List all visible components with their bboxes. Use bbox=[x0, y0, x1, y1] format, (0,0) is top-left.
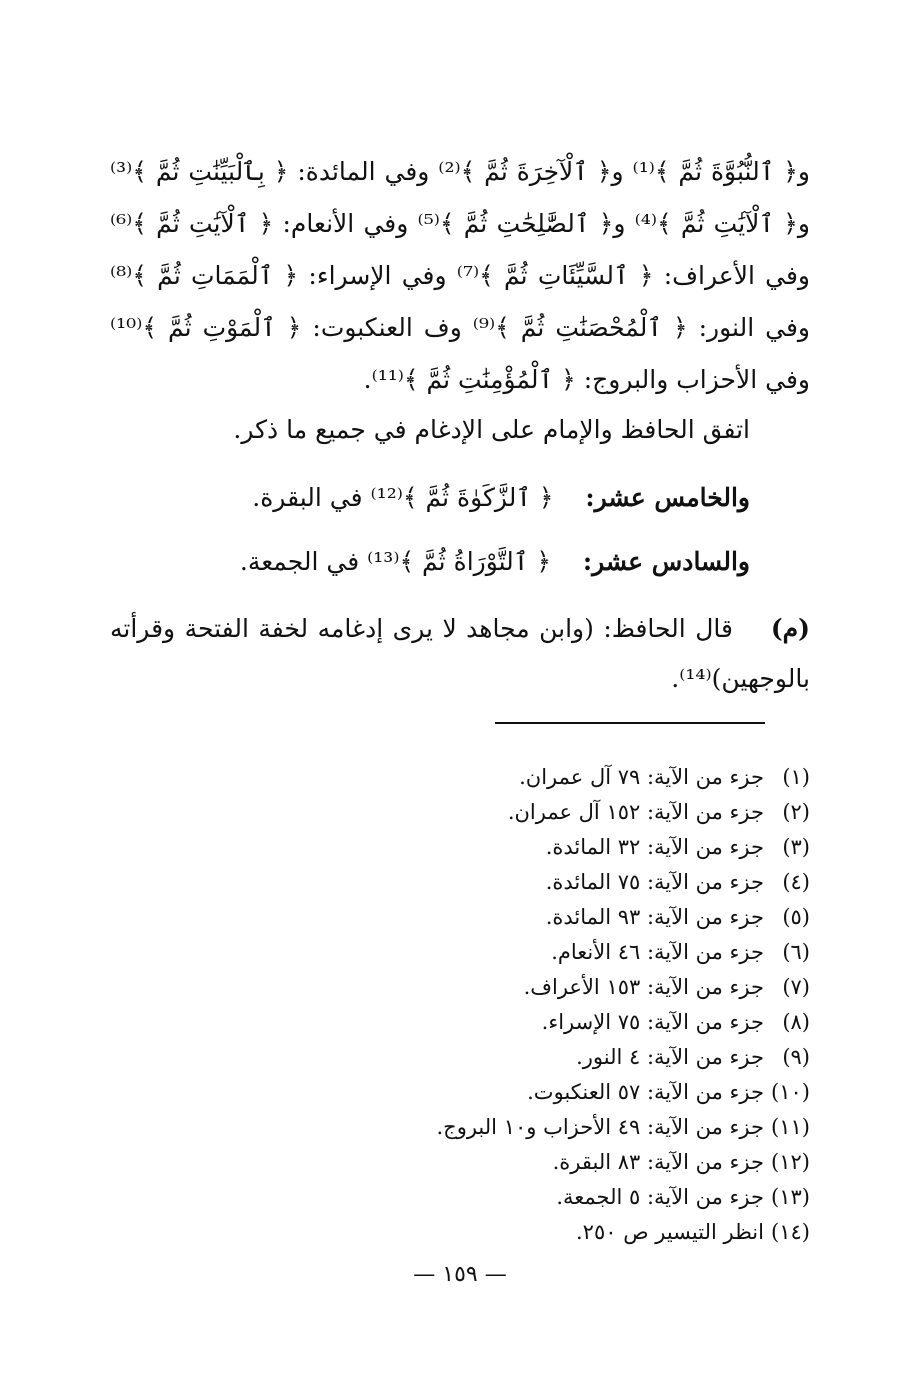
footnote-item bbox=[250, 1075, 810, 1110]
footnote-item bbox=[250, 1145, 810, 1180]
footnote-item bbox=[250, 760, 810, 795]
footnote-item bbox=[250, 900, 810, 935]
footnote-text: جزء من الآية: ٨٣ البقرة. bbox=[552, 1150, 764, 1174]
footnote-item bbox=[250, 1005, 810, 1040]
footnote-divider bbox=[495, 722, 765, 724]
footnote-text: جزء من الآية: ٧٥ الإسراء. bbox=[541, 1010, 764, 1034]
footnote-item bbox=[250, 1040, 810, 1075]
hafiz-quote-text: قال الحافظ: (وابن مجاهد لا يرى إدغامه لخفة الفتحة وقرأته بالوجهين)⁽¹⁴⁾. bbox=[110, 614, 810, 693]
footnote-number: (١٠) bbox=[771, 1080, 810, 1104]
footnote-text: جزء من الآية: ١٥٢ آل عمران. bbox=[507, 800, 764, 824]
footnote-text: جزء من الآية: ٥ الجمعة. bbox=[556, 1185, 764, 1209]
footnote-text: جزء من الآية: ٥٧ العنكبوت. bbox=[527, 1080, 764, 1104]
footnote-item bbox=[250, 1180, 810, 1215]
footnotes-list bbox=[250, 760, 810, 1250]
footnote-number: (١٤) bbox=[771, 1220, 810, 1244]
footnote-item bbox=[250, 935, 810, 970]
item-sixteenth bbox=[110, 542, 750, 582]
footnote-text: جزء من الآية: ٧٥ المائدة. bbox=[545, 870, 764, 894]
footnote-text: جزء من الآية: ٩٣ المائدة. bbox=[545, 905, 764, 929]
item-fifteenth-text: ﴿ ٱلزَّكَوٰةَ ثُمَّ ﴾⁽¹²⁾ في البقرة. bbox=[252, 483, 554, 512]
item-sixteenth-label: والسادس عشر: bbox=[582, 547, 750, 576]
footnote-number: (١٢) bbox=[771, 1150, 810, 1174]
item-sixteenth-text: ﴿ ٱلتَّوْرَاةُ ثُمَّ ﴾⁽¹³⁾ في الجمعة. bbox=[239, 547, 552, 576]
footnote-number: (٧) bbox=[782, 975, 810, 999]
hafiz-quote-paragraph bbox=[110, 604, 810, 704]
item-fifteenth-label: والخامس عشر: bbox=[585, 483, 750, 512]
footnote-text: جزء من الآية: ٣٢ المائدة. bbox=[545, 835, 764, 859]
footnote-number: (١٣) bbox=[771, 1185, 810, 1209]
footnote-item bbox=[250, 830, 810, 865]
footnote-text: انظر التيسير ص ٢٥٠. bbox=[575, 1220, 764, 1244]
body-paragraph-continuation: و﴿ ٱلنُّبُوَّةَ ثُمَّ ﴾⁽¹⁾ و﴿ ٱلْآخِرَةَ ثُمَّ ﴾⁽²⁾ وفي المائدة: ﴿ بِٱلْبَيِّنَٰتِ ثُمَّ ﴾⁽³⁾ و﴿ ٱلْآيَٰتِ ثُمَّ ﴾⁽⁴⁾ و﴿ ٱلصَّٰلِحَٰتِ ثُمَّ ﴾⁽⁵⁾ وفي الأنعام: ﴿ ٱلْآيَٰتِ ثُمَّ ﴾⁽⁶⁾ وفي الأعراف: ﴿ ٱلسَّيِّئَاتِ ثُمَّ ﴾⁽⁷⁾ وفي الإسراء: ﴿ ٱلْمَمَاتِ ثُمَّ ﴾⁽⁸⁾ وفي النور: ﴿ ٱلْمُحْصَنَٰتِ ثُمَّ ﴾⁽⁹⁾ وف العنكبوت: ﴿ ٱلْمَوْتِ ثُمَّ ﴾⁽¹⁰⁾ وفي الأحزاب والبروج: ﴿ ٱلْمُؤْمِنَٰتِ ثُمَّ ﴾⁽¹¹⁾. bbox=[110, 157, 811, 394]
footnote-item bbox=[250, 865, 810, 900]
footnote-text: جزء من الآية: ٤ النور. bbox=[576, 1045, 764, 1069]
footnote-item bbox=[250, 1110, 810, 1145]
footnote-number: (١) bbox=[782, 765, 810, 789]
item-fifteenth bbox=[110, 478, 750, 518]
footnote-number: (٣) bbox=[782, 835, 810, 859]
agreement-line: اتفق الحافظ والإمام على الإدغام في جميع ما ذكر. bbox=[233, 415, 750, 444]
footnote-item bbox=[250, 970, 810, 1005]
footnote-number: (٥) bbox=[782, 905, 810, 929]
footnote-number: (٩) bbox=[782, 1045, 810, 1069]
page-number: — ١٥٩ — bbox=[413, 1262, 507, 1287]
footnote-text: جزء من الآية: ١٥٣ الأعراف. bbox=[523, 975, 764, 999]
footnote-text: جزء من الآية: ٤٩ الأحزاب و١٠ البروج. bbox=[436, 1115, 764, 1139]
footnote-item bbox=[250, 795, 810, 830]
footnote-number: (٤) bbox=[782, 870, 810, 894]
footnote-number: (١١) bbox=[771, 1115, 810, 1139]
footnote-text: جزء من الآية: ٤٦ الأنعام. bbox=[551, 940, 764, 964]
footnote-number: (٢) bbox=[782, 800, 810, 824]
section-marker: (م) bbox=[770, 614, 810, 643]
footnote-number: (٦) bbox=[782, 940, 810, 964]
footnote-item bbox=[250, 1215, 810, 1250]
footnote-number: (٨) bbox=[782, 1010, 810, 1034]
footnote-text: جزء من الآية: ٧٩ آل عمران. bbox=[519, 765, 764, 789]
